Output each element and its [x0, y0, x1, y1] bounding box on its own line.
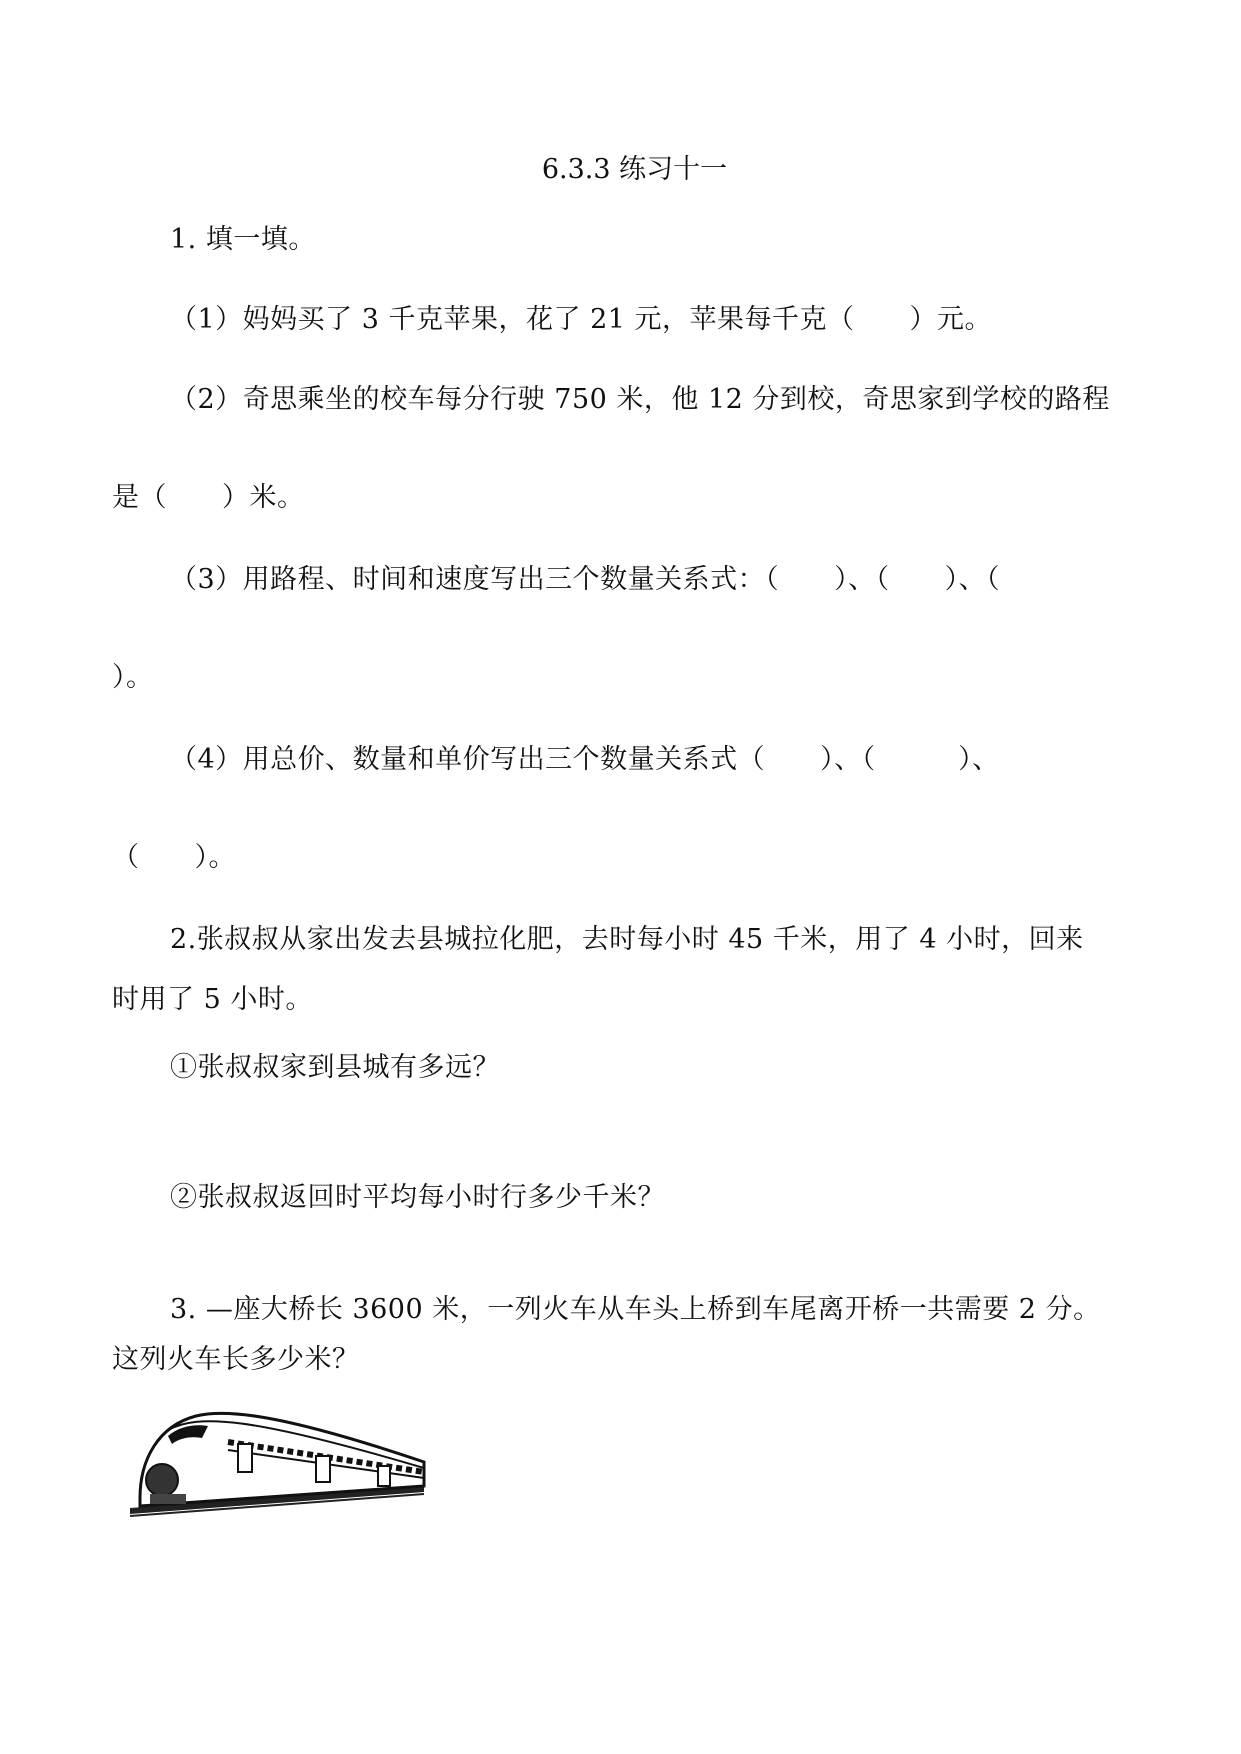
- train-icon: [128, 1390, 428, 1520]
- q1-item2-line2: 是（ ）米。: [112, 482, 305, 513]
- q2-sub1: ①张叔叔家到县城有多远？: [170, 1052, 500, 1083]
- q3-line2: 这列火车长多少米？: [112, 1344, 360, 1375]
- q1-item4-line2: （ ）。: [112, 842, 236, 873]
- q1-item3-line2: ）。: [112, 662, 154, 693]
- q2-sub2: ②张叔叔返回时平均每小时行多少千米？: [170, 1182, 665, 1213]
- q1-item2-line1: （2）奇思乘坐的校车每分行驶 750 米，他 12 分到校，奇思家到学校的路程: [170, 384, 1110, 415]
- q1-item3-line1: （3）用路程、时间和速度写出三个数量关系式：（ ）、（ ）、（: [170, 564, 1001, 595]
- q2-line1: 2.张叔叔从家出发去县城拉化肥，去时每小时 45 千米，用了 4 小时，回来: [170, 924, 1084, 955]
- q3-line1: 3. —座大桥长 3600 米，一列火车从车头上桥到车尾离开桥一共需要 2 分。: [170, 1294, 1101, 1325]
- q1-item1: （1）妈妈买了 3 千克苹果，花了 21 元，苹果每千克（ ）元。: [170, 304, 993, 335]
- q1-heading: 1. 填一填。: [170, 224, 316, 255]
- q2-line2: 时用了 5 小时。: [112, 984, 313, 1015]
- q1-item4-line1: （4）用总价、数量和单价写出三个数量关系式（ ）、（ ）、: [170, 744, 1000, 775]
- page-title: 6.3.3 练习十一: [541, 154, 728, 185]
